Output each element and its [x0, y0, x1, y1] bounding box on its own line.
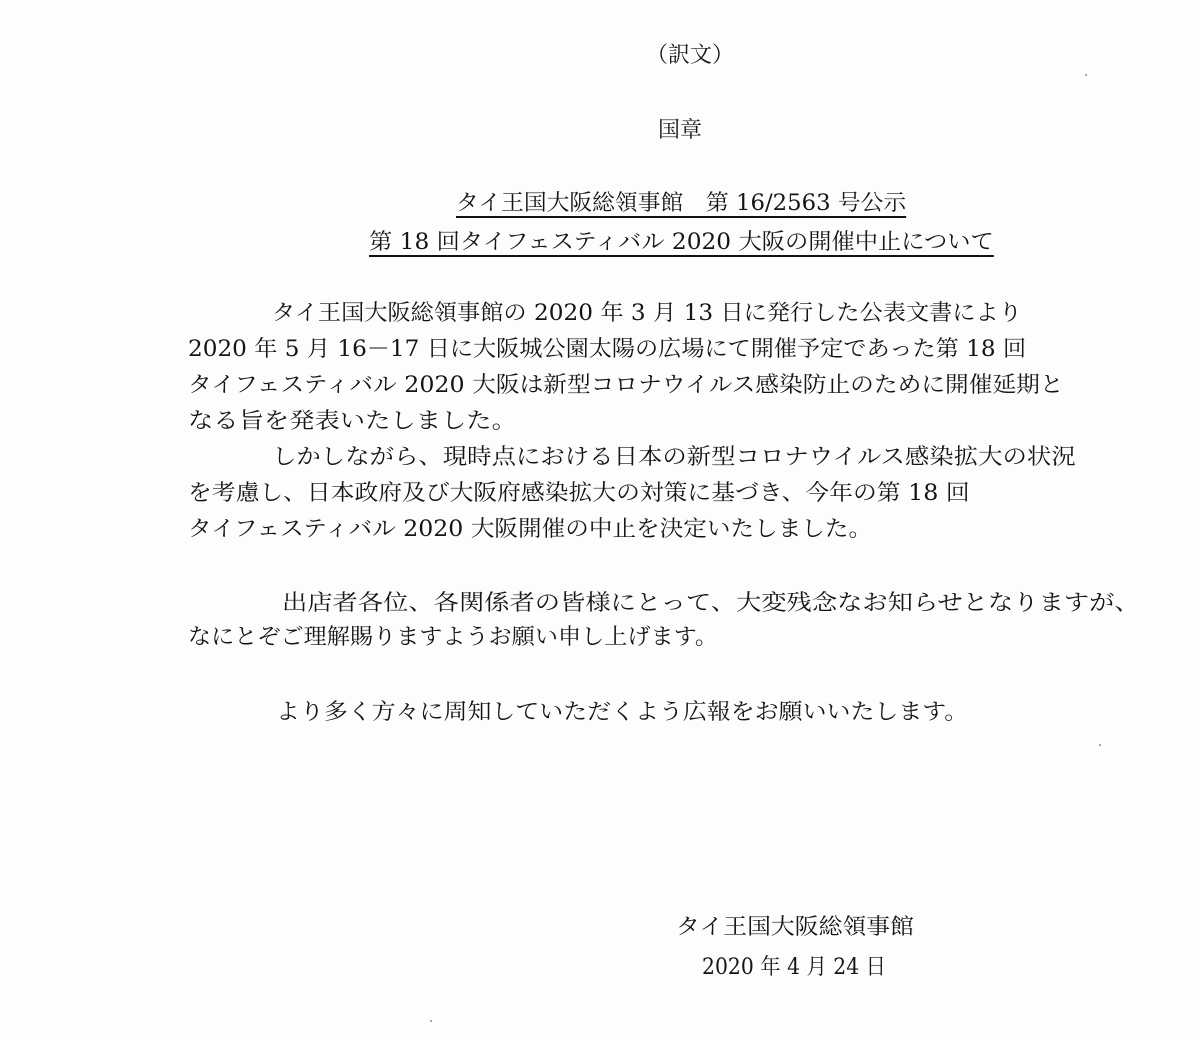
paragraph-1-line-1: タイ王国大阪総領事館の 2020 年 3 月 13 日に発行した公表文書により [272, 301, 1022, 326]
paragraph-3-line-2: なにとぞご理解賜りますようお願い申し上げます。 [188, 625, 718, 650]
translation-label: （訳文） [646, 43, 735, 68]
paragraph-2-line-2: を考慮し、日本政府及び大阪府感染拡大の対策に基づき、今年の第 18 回 [188, 481, 970, 506]
scan-speck [1099, 744, 1101, 746]
paragraph-2-line-1: しかしながら、現時点における日本の新型コロナウイルス感染拡大の状況 [272, 445, 1076, 470]
scan-speck [1085, 74, 1087, 76]
signature-issuer: タイ王国大阪総領事館 [676, 915, 915, 940]
paragraph-3-line-1: 出店者各位、各関係者の皆様にとって、大変残念なお知らせとなりますが、 [282, 591, 1140, 616]
paragraph-1-line-2: 2020 年 5 月 16－17 日に大阪城公園太陽の広場にて開催予定であった第 18 回 [188, 337, 1027, 362]
national-emblem-caption: 国章 [658, 118, 703, 143]
paragraph-1-line-3: タイフェスティバル 2020 大阪は新型コロナウイルス感染防止のために開催延期と [188, 373, 1064, 398]
paragraph-4: より多く方々に周知していただくよう広報をお願いいたします。 [276, 700, 969, 725]
signature-date: 2020 年 4 月 24 日 [702, 955, 887, 980]
paragraph-1-line-4: なる旨を発表いたしました。 [188, 409, 517, 434]
notice-title-line-2: 第 18 回タイフェスティバル 2020 大阪の開催中止について [369, 230, 994, 255]
paragraph-2-line-3: タイフェスティバル 2020 大阪開催の中止を決定いたしました。 [188, 517, 873, 542]
notice-title-line-1: タイ王国大阪総領事館 第 16/2563 号公示 [456, 191, 907, 216]
scan-speck [430, 1020, 432, 1022]
